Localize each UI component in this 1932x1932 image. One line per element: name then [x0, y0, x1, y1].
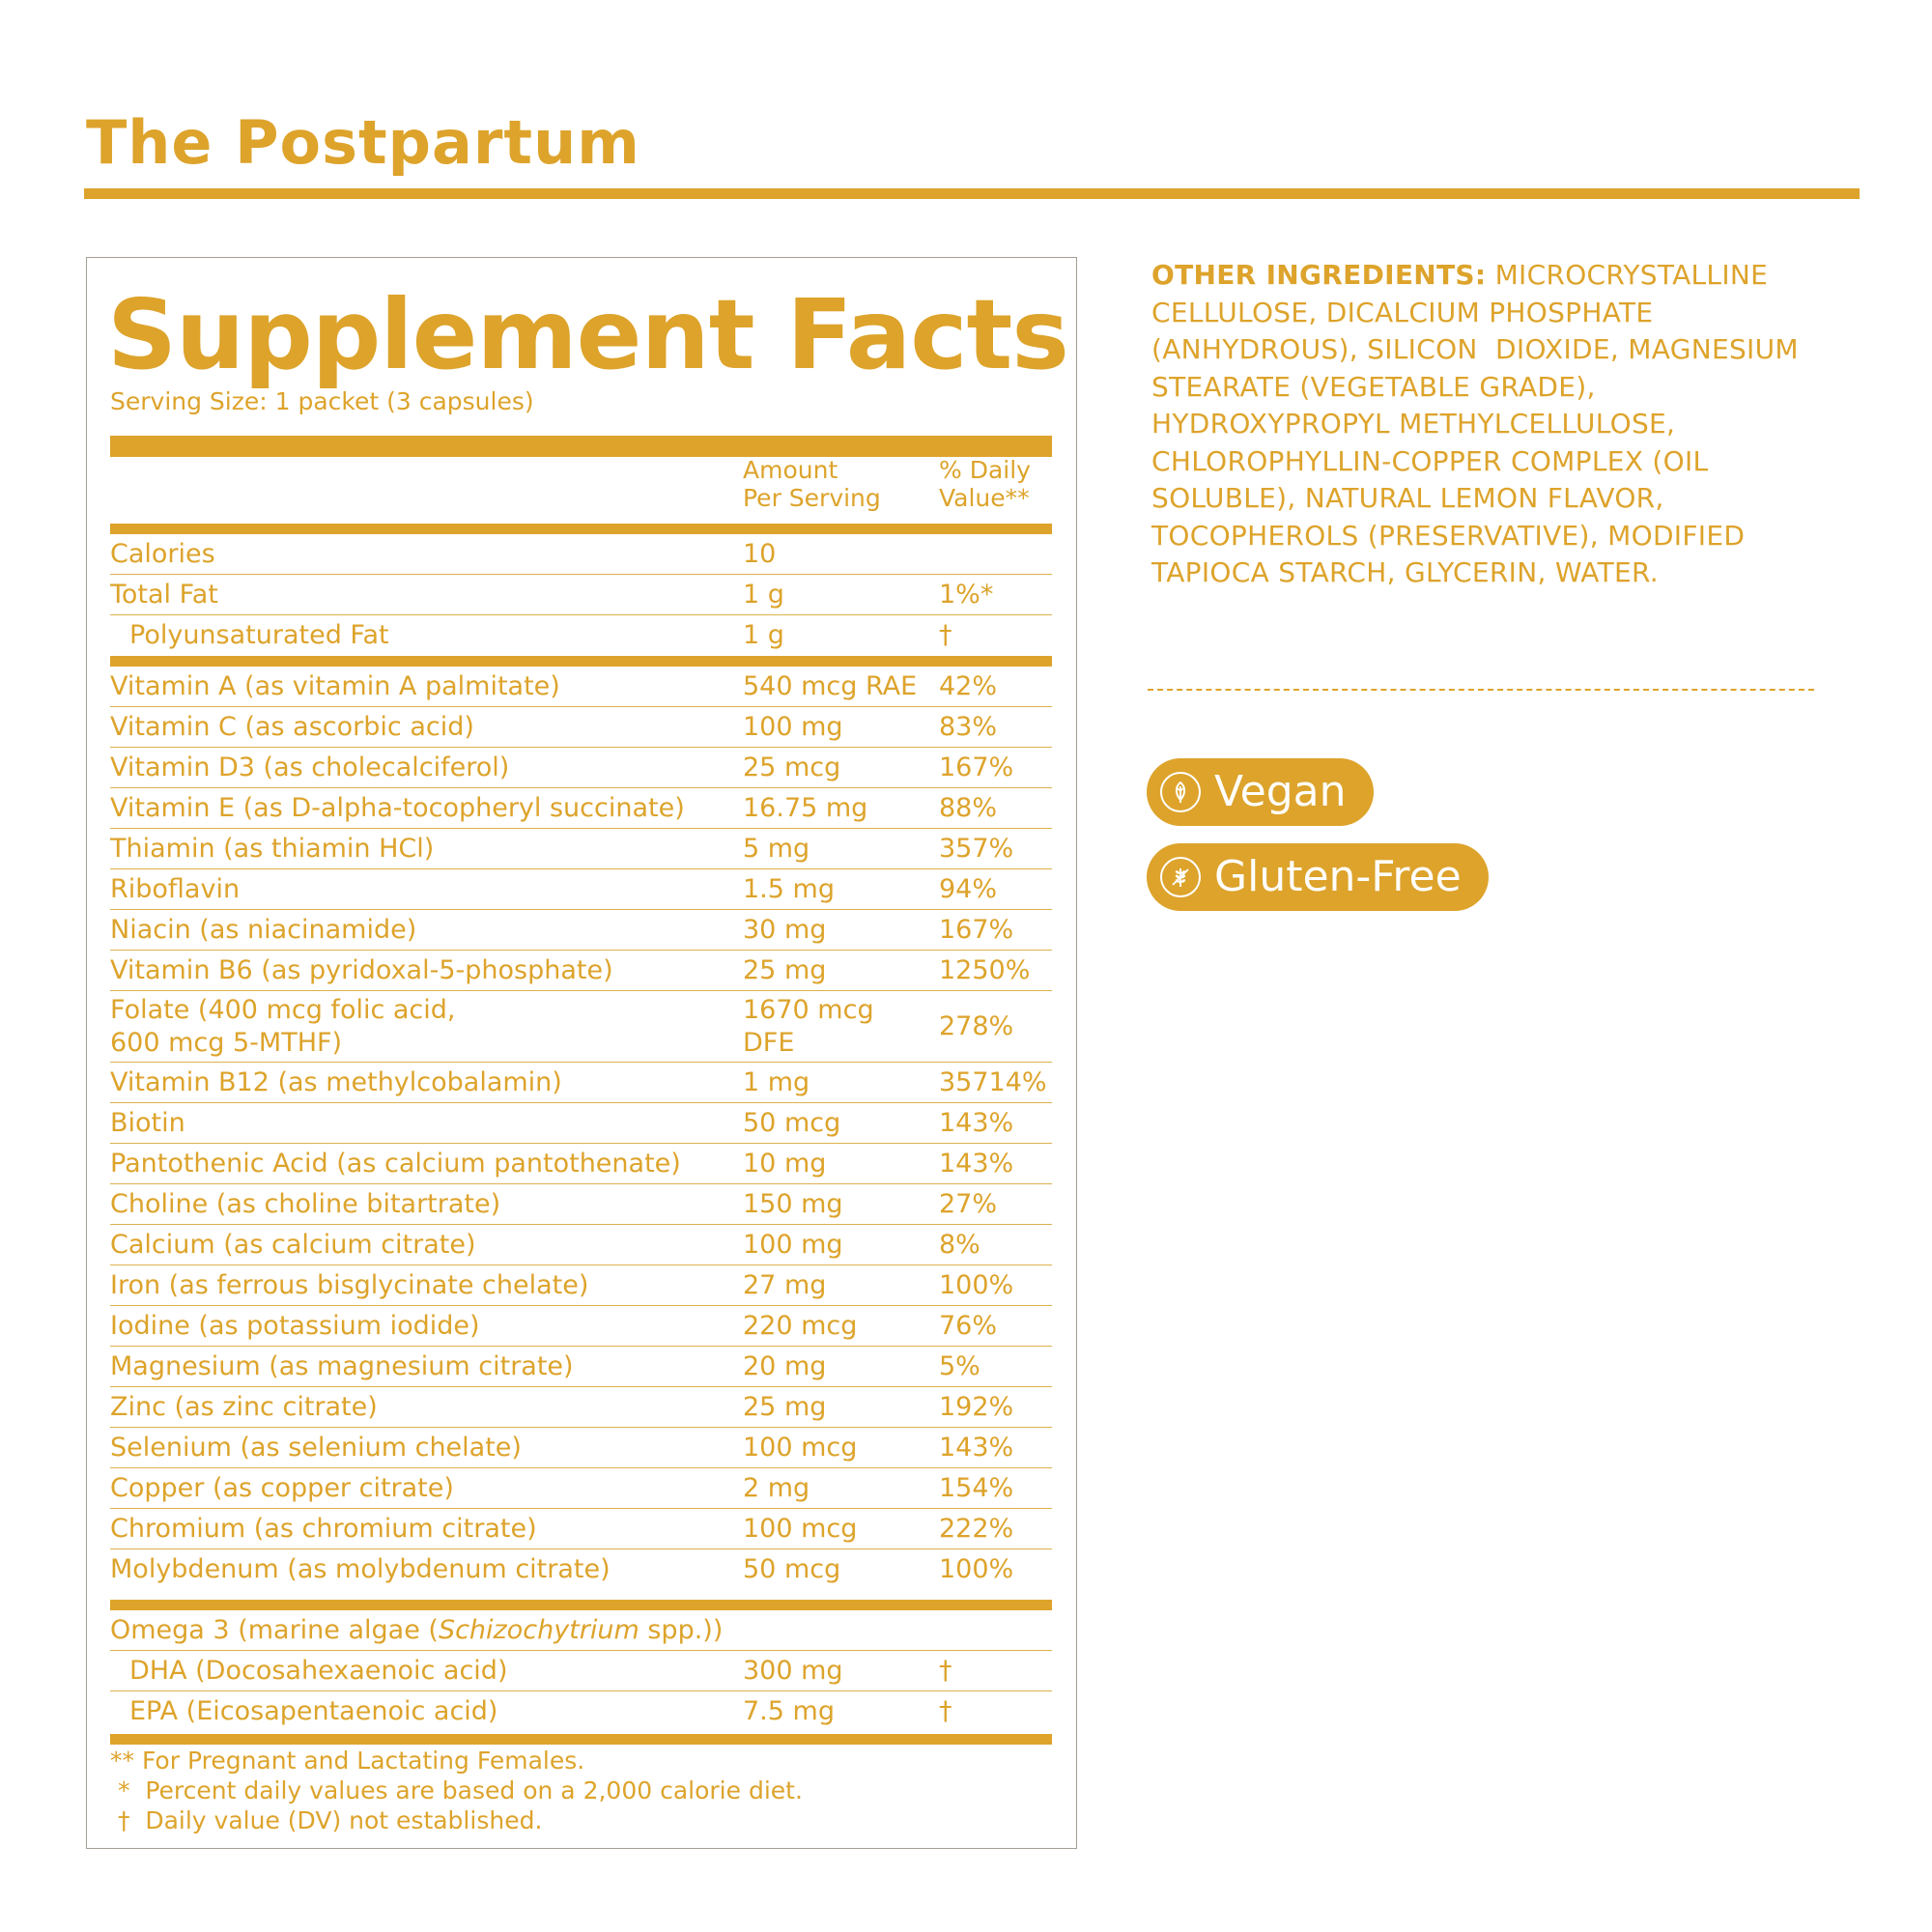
- nutrient-name: Vitamin C (as ascorbic acid): [110, 711, 474, 742]
- ingredients-label: OTHER INGREDIENTS:: [1151, 259, 1487, 291]
- nutrient-amount: 1.5 mg: [743, 873, 835, 904]
- table-row: [110, 788, 1052, 829]
- table-row: [110, 707, 1052, 748]
- nutrient-dv: 1%*: [939, 579, 994, 610]
- nutrient-dv: 27%: [939, 1188, 998, 1219]
- nutrient-dv: 222%: [939, 1513, 1014, 1544]
- footnote: † Daily value (DV) not established.: [110, 1806, 543, 1834]
- omega-title-prefix: Omega 3 (marine algae (: [110, 1614, 439, 1645]
- facts-heading: Supplement Facts: [107, 278, 1068, 391]
- serving-size: Serving Size: 1 packet (3 capsules): [110, 387, 534, 415]
- nutrient-dv: 143%: [939, 1148, 1014, 1179]
- table-row: [110, 1509, 1052, 1549]
- dashed-divider: [1148, 689, 1814, 691]
- footnote: * Percent daily values are based on a 2,000 calorie diet.: [110, 1776, 803, 1804]
- section-bar: [110, 656, 1052, 667]
- facts-thick-bar: [110, 436, 1052, 457]
- nutrient-amount: 30 mg: [743, 914, 827, 945]
- dv-header-line2: Value**: [939, 484, 1030, 512]
- nutrient-name: Copper (as copper citrate): [110, 1472, 454, 1503]
- nutrient-dv: 5%: [939, 1350, 980, 1381]
- nutrient-dv: 167%: [939, 752, 1014, 782]
- nutrient-name: Zinc (as zinc citrate): [110, 1391, 378, 1422]
- table-row: [110, 1428, 1052, 1468]
- nutrient-dv: 167%: [939, 914, 1014, 945]
- table-row: [110, 1651, 1052, 1691]
- nutrient-amount: 100 mcg: [743, 1513, 858, 1544]
- dv-header-line1: % Daily: [939, 456, 1031, 484]
- section-bar: [110, 1600, 1052, 1610]
- other-ingredients: [1151, 257, 1847, 592]
- nutrient-name: Pantothenic Acid (as calcium pantothenate): [110, 1148, 681, 1179]
- nutrient-name: Chromium (as chromium citrate): [110, 1513, 537, 1544]
- vegan-badge: [1147, 758, 1374, 826]
- omega-title: [110, 1615, 723, 1646]
- nutrient-name: Total Fat: [110, 579, 218, 610]
- nutrient-amount: 5 mg: [743, 833, 810, 864]
- nutrient-name-line2: 600 mcg 5-MTHF): [110, 1027, 343, 1058]
- nutrient-name-line1: Folate (400 mcg folic acid,: [110, 994, 456, 1025]
- nutrient-amount: 50 mcg: [743, 1107, 841, 1138]
- nutrient-name: EPA (Eicosapentaenoic acid): [129, 1696, 498, 1726]
- nutrient-dv: 100%: [939, 1269, 1014, 1300]
- ingredients-text: MICROCRYSTALLINE CELLULOSE, DICALCIUM PHOSPHATE (ANHYDROUS), SILICON DIOXIDE, MAGNESIUM STEARATE (VEGETABLE GRADE), HYDROXYPROPYL METHYLCELLULOSE, CHLOROPHYLLIN-COPPER COMPLEX (OIL SOLUBLE), NATURAL LEMON FLAVOR, TOCOPHEROLS (PRESERVATIVE), MODIFIED TAPIOCA STARCH, GLYCERIN, WATER.: [1151, 259, 1808, 588]
- page-title: The Postpartum: [86, 107, 640, 178]
- footer-bar: [110, 1734, 1052, 1745]
- nutrient-name: Molybdenum (as molybdenum citrate): [110, 1554, 611, 1584]
- table-row: [110, 869, 1052, 910]
- omega-title-suffix: spp.)): [639, 1614, 724, 1645]
- nutrient-dv: 192%: [939, 1391, 1014, 1422]
- nutrient-dv: 94%: [939, 873, 998, 904]
- nutrient-amount: 25 mg: [743, 1391, 827, 1422]
- nutrient-name: Thiamin (as thiamin HCl): [110, 833, 435, 864]
- nutrient-dv: 278%: [939, 1010, 1014, 1041]
- nutrient-amount: 16.75 mg: [743, 792, 868, 823]
- nutrient-amount-line2: DFE: [743, 1027, 795, 1058]
- nutrient-amount: 25 mg: [743, 954, 827, 985]
- nutrient-amount: 1 mg: [743, 1066, 810, 1097]
- nutrient-name: Calcium (as calcium citrate): [110, 1229, 476, 1260]
- table-row: [110, 910, 1052, 951]
- nutrient-dv: 42%: [939, 670, 998, 701]
- table-row: [110, 575, 1052, 615]
- table-row: [110, 1468, 1052, 1509]
- table-row: [110, 829, 1052, 869]
- omega-section: [110, 1610, 1052, 1732]
- nutrient-name: Riboflavin: [110, 873, 241, 904]
- nutrient-name: Vitamin E (as D-alpha-tocopheryl succinate): [110, 792, 685, 823]
- nutrient-name: Iodine (as potassium iodide): [110, 1310, 480, 1341]
- nutrient-amount: 50 mcg: [743, 1554, 841, 1584]
- nutrient-dv: 100%: [939, 1554, 1014, 1584]
- nutrient-amount: 10 mg: [743, 1148, 827, 1179]
- table-row: [110, 1265, 1052, 1306]
- nutrient-amount: 100 mg: [743, 711, 843, 742]
- nutrient-dv: †: [939, 1696, 952, 1726]
- table-row: [110, 748, 1052, 788]
- table-row: [110, 1347, 1052, 1387]
- omega-header-row: [110, 1610, 1052, 1651]
- amount-header-line1: Amount: [743, 456, 838, 484]
- nutrient-amount-line1: 1670 mcg: [743, 994, 874, 1025]
- table-row: [110, 1103, 1052, 1144]
- nutrient-dv: †: [939, 1655, 952, 1686]
- leaf-icon: [1160, 772, 1201, 812]
- nutrient-dv: 35714%: [939, 1066, 1047, 1097]
- table-row: [110, 1225, 1052, 1265]
- nutrient-amount: 10: [743, 538, 777, 569]
- nutrient-amount: 20 mg: [743, 1350, 827, 1381]
- nutrient-amount: 2 mg: [743, 1472, 810, 1503]
- table-row: [110, 991, 1052, 1063]
- supplement-facts-panel: [86, 257, 1077, 1849]
- nutrient-amount: 100 mcg: [743, 1432, 858, 1463]
- nutrient-name: Polyunsaturated Fat: [129, 620, 389, 650]
- nutrient-name: [110, 994, 456, 1060]
- nutrient-name: Iron (as ferrous bisglycinate chelate): [110, 1269, 589, 1300]
- nutrient-name: Calories: [110, 538, 215, 569]
- nutrient-dv: 143%: [939, 1432, 1014, 1463]
- nutrient-dv: 83%: [939, 711, 998, 742]
- footnotes: [110, 1746, 1052, 1835]
- nutrient-amount: 150 mg: [743, 1188, 843, 1219]
- nutrient-dv: 143%: [939, 1107, 1014, 1138]
- nutrient-amount: [743, 994, 874, 1060]
- nutrient-amount: 540 mcg RAE: [743, 670, 918, 701]
- wheat-icon: [1160, 857, 1201, 897]
- badge-label: Gluten-Free: [1214, 852, 1462, 901]
- nutrient-dv: 8%: [939, 1229, 980, 1260]
- amount-column-header: [743, 456, 881, 512]
- title-divider: [84, 188, 1860, 199]
- omega-species: Schizochytrium: [438, 1614, 639, 1645]
- table-row: [110, 1063, 1052, 1103]
- nutrient-amount: 220 mcg: [743, 1310, 858, 1341]
- nutrient-amount: 7.5 mg: [743, 1696, 835, 1726]
- nutrient-amount: 25 mcg: [743, 752, 841, 782]
- nutrient-amount: 300 mg: [743, 1655, 843, 1686]
- gluten-free-badge: [1147, 843, 1489, 911]
- nutrient-name: DHA (Docosahexaenoic acid): [129, 1655, 508, 1686]
- macros-section: [110, 534, 1052, 656]
- nutrient-dv: 76%: [939, 1310, 998, 1341]
- nutrient-amount: 1 g: [743, 620, 784, 650]
- table-row: [110, 1144, 1052, 1184]
- nutrient-name: Selenium (as selenium chelate): [110, 1432, 522, 1463]
- table-row: [110, 951, 1052, 991]
- vitamins-section: [110, 667, 1052, 1590]
- nutrient-dv: 357%: [939, 833, 1014, 864]
- nutrient-dv: 154%: [939, 1472, 1014, 1503]
- nutrient-amount: 1 g: [743, 579, 784, 610]
- dv-column-header: [939, 456, 1031, 512]
- table-row: [110, 1691, 1052, 1732]
- footnote: ** For Pregnant and Lactating Females.: [110, 1747, 585, 1775]
- header-bar: [110, 524, 1052, 534]
- table-row: [110, 534, 1052, 575]
- badge-label: Vegan: [1214, 767, 1347, 816]
- nutrient-name: Magnesium (as magnesium citrate): [110, 1350, 574, 1381]
- nutrient-name: Niacin (as niacinamide): [110, 914, 417, 945]
- table-row: [110, 1387, 1052, 1428]
- nutrient-name: Biotin: [110, 1107, 185, 1138]
- nutrient-name: Vitamin B6 (as pyridoxal-5-phosphate): [110, 954, 613, 985]
- nutrient-name: Choline (as choline bitartrate): [110, 1188, 501, 1219]
- table-row: [110, 1184, 1052, 1225]
- table-row: [110, 1306, 1052, 1347]
- nutrient-name: Vitamin A (as vitamin A palmitate): [110, 670, 560, 701]
- amount-header-line2: Per Serving: [743, 484, 881, 512]
- table-row: [110, 1549, 1052, 1590]
- table-row: [110, 615, 1052, 656]
- nutrient-amount: 100 mg: [743, 1229, 843, 1260]
- nutrient-name: Vitamin D3 (as cholecalciferol): [110, 752, 510, 782]
- nutrient-dv: 88%: [939, 792, 998, 823]
- nutrient-amount: 27 mg: [743, 1269, 827, 1300]
- nutrient-dv: †: [939, 620, 952, 650]
- nutrient-dv: 1250%: [939, 954, 1031, 985]
- nutrient-name: Vitamin B12 (as methylcobalamin): [110, 1066, 562, 1097]
- table-row: [110, 667, 1052, 707]
